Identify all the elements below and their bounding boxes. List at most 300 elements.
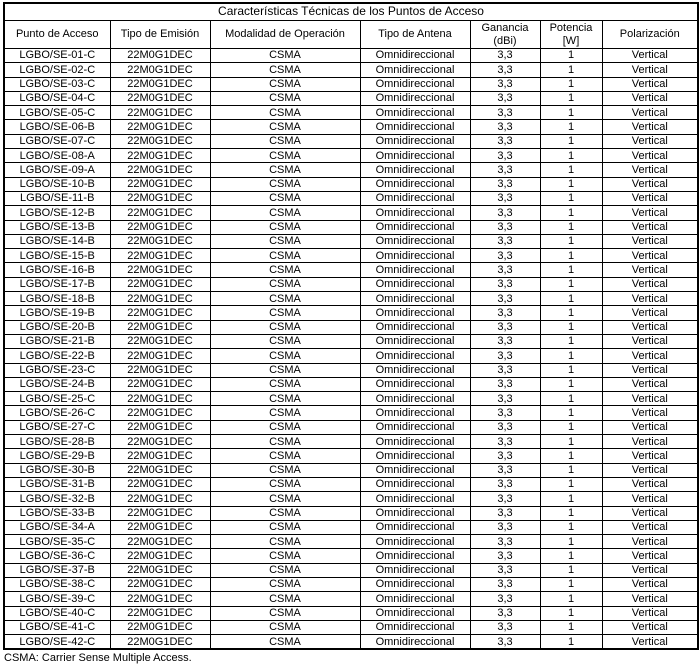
cell-modalidad-de-operacion: CSMA — [210, 577, 360, 591]
cell-tipo-de-emision: 22M0G1DEC — [110, 420, 210, 434]
table-body — [4, 49, 698, 650]
cell-polarizacion: Vertical — [602, 420, 698, 434]
cell-modalidad-de-operacion: CSMA — [210, 249, 360, 263]
cell-punto-de-acceso: LGBO/SE-20-B — [4, 320, 110, 334]
table-row — [4, 463, 698, 477]
table-row — [4, 563, 698, 577]
cell-tipo-de-antena: Omnidireccional — [360, 63, 470, 77]
cell-tipo-de-emision: 22M0G1DEC — [110, 220, 210, 234]
cell-punto-de-acceso: LGBO/SE-15-B — [4, 249, 110, 263]
cell-potencia-w: 1 — [540, 420, 602, 434]
cell-modalidad-de-operacion: CSMA — [210, 620, 360, 634]
cell-potencia-w: 1 — [540, 63, 602, 77]
cell-potencia-w: 1 — [540, 106, 602, 120]
cell-potencia-w: 1 — [540, 406, 602, 420]
cell-tipo-de-antena: Omnidireccional — [360, 191, 470, 205]
cell-potencia-w: 1 — [540, 134, 602, 148]
cell-polarizacion: Vertical — [602, 163, 698, 177]
cell-tipo-de-emision: 22M0G1DEC — [110, 206, 210, 220]
cell-ganancia-dbi: 3,3 — [470, 549, 540, 563]
cell-tipo-de-antena: Omnidireccional — [360, 492, 470, 506]
cell-tipo-de-antena: Omnidireccional — [360, 520, 470, 534]
cell-ganancia-dbi: 3,3 — [470, 49, 540, 63]
cell-tipo-de-emision: 22M0G1DEC — [110, 492, 210, 506]
cell-tipo-de-emision: 22M0G1DEC — [110, 63, 210, 77]
cell-tipo-de-emision: 22M0G1DEC — [110, 334, 210, 348]
cell-potencia-w: 1 — [540, 191, 602, 205]
table-row — [4, 377, 698, 391]
cell-tipo-de-emision: 22M0G1DEC — [110, 263, 210, 277]
cell-tipo-de-antena: Omnidireccional — [360, 249, 470, 263]
cell-punto-de-acceso: LGBO/SE-21-B — [4, 334, 110, 348]
cell-modalidad-de-operacion: CSMA — [210, 149, 360, 163]
cell-modalidad-de-operacion: CSMA — [210, 535, 360, 549]
cell-ganancia-dbi: 3,3 — [470, 635, 540, 650]
table-row — [4, 249, 698, 263]
table-row — [4, 577, 698, 591]
table-row — [4, 492, 698, 506]
cell-tipo-de-antena: Omnidireccional — [360, 91, 470, 105]
cell-punto-de-acceso: LGBO/SE-41-C — [4, 620, 110, 634]
cell-ganancia-dbi: 3,3 — [470, 592, 540, 606]
cell-modalidad-de-operacion: CSMA — [210, 77, 360, 91]
cell-punto-de-acceso: LGBO/SE-28-B — [4, 435, 110, 449]
cell-punto-de-acceso: LGBO/SE-03-C — [4, 77, 110, 91]
cell-tipo-de-emision: 22M0G1DEC — [110, 292, 210, 306]
cell-modalidad-de-operacion: CSMA — [210, 349, 360, 363]
document-page — [3, 2, 697, 664]
cell-potencia-w: 1 — [540, 120, 602, 134]
cell-punto-de-acceso: LGBO/SE-40-C — [4, 606, 110, 620]
cell-punto-de-acceso: LGBO/SE-35-C — [4, 535, 110, 549]
cell-polarizacion: Vertical — [602, 306, 698, 320]
cell-tipo-de-antena: Omnidireccional — [360, 163, 470, 177]
table-row — [4, 49, 698, 63]
cell-polarizacion: Vertical — [602, 120, 698, 134]
table-title: Características Técnicas de los Puntos de Acceso — [4, 3, 698, 21]
cell-polarizacion: Vertical — [602, 349, 698, 363]
cell-punto-de-acceso: LGBO/SE-07-C — [4, 134, 110, 148]
table-row — [4, 91, 698, 105]
table-row — [4, 149, 698, 163]
table-row — [4, 520, 698, 534]
cell-potencia-w: 1 — [540, 606, 602, 620]
cell-ganancia-dbi: 3,3 — [470, 191, 540, 205]
column-header-tipo-de-emision: Tipo de Emisión — [110, 21, 210, 49]
table-row — [4, 277, 698, 291]
cell-polarizacion: Vertical — [602, 477, 698, 491]
cell-modalidad-de-operacion: CSMA — [210, 320, 360, 334]
cell-potencia-w: 1 — [540, 535, 602, 549]
table-row — [4, 606, 698, 620]
cell-ganancia-dbi: 3,3 — [470, 63, 540, 77]
cell-polarizacion: Vertical — [602, 106, 698, 120]
cell-potencia-w: 1 — [540, 592, 602, 606]
cell-modalidad-de-operacion: CSMA — [210, 263, 360, 277]
cell-ganancia-dbi: 3,3 — [470, 577, 540, 591]
cell-modalidad-de-operacion: CSMA — [210, 363, 360, 377]
cell-punto-de-acceso: LGBO/SE-06-B — [4, 120, 110, 134]
table-row — [4, 435, 698, 449]
table-row — [4, 392, 698, 406]
cell-tipo-de-antena: Omnidireccional — [360, 220, 470, 234]
cell-punto-de-acceso: LGBO/SE-27-C — [4, 420, 110, 434]
cell-ganancia-dbi: 3,3 — [470, 535, 540, 549]
cell-modalidad-de-operacion: CSMA — [210, 377, 360, 391]
cell-tipo-de-antena: Omnidireccional — [360, 635, 470, 650]
cell-potencia-w: 1 — [540, 463, 602, 477]
cell-potencia-w: 1 — [540, 506, 602, 520]
cell-polarizacion: Vertical — [602, 520, 698, 534]
cell-ganancia-dbi: 3,3 — [470, 377, 540, 391]
cell-tipo-de-antena: Omnidireccional — [360, 377, 470, 391]
cell-potencia-w: 1 — [540, 177, 602, 191]
cell-modalidad-de-operacion: CSMA — [210, 163, 360, 177]
cell-tipo-de-antena: Omnidireccional — [360, 449, 470, 463]
cell-punto-de-acceso: LGBO/SE-10-B — [4, 177, 110, 191]
cell-polarizacion: Vertical — [602, 263, 698, 277]
cell-potencia-w: 1 — [540, 435, 602, 449]
cell-tipo-de-antena: Omnidireccional — [360, 120, 470, 134]
cell-punto-de-acceso: LGBO/SE-01-C — [4, 49, 110, 63]
cell-modalidad-de-operacion: CSMA — [210, 63, 360, 77]
cell-potencia-w: 1 — [540, 320, 602, 334]
cell-polarizacion: Vertical — [602, 606, 698, 620]
cell-polarizacion: Vertical — [602, 77, 698, 91]
cell-ganancia-dbi: 3,3 — [470, 91, 540, 105]
table-row — [4, 234, 698, 248]
cell-tipo-de-emision: 22M0G1DEC — [110, 449, 210, 463]
cell-tipo-de-antena: Omnidireccional — [360, 535, 470, 549]
cell-modalidad-de-operacion: CSMA — [210, 120, 360, 134]
cell-tipo-de-emision: 22M0G1DEC — [110, 377, 210, 391]
cell-ganancia-dbi: 3,3 — [470, 292, 540, 306]
cell-punto-de-acceso: LGBO/SE-36-C — [4, 549, 110, 563]
cell-ganancia-dbi: 3,3 — [470, 134, 540, 148]
cell-potencia-w: 1 — [540, 77, 602, 91]
cell-tipo-de-antena: Omnidireccional — [360, 334, 470, 348]
cell-punto-de-acceso: LGBO/SE-30-B — [4, 463, 110, 477]
cell-polarizacion: Vertical — [602, 592, 698, 606]
cell-tipo-de-emision: 22M0G1DEC — [110, 520, 210, 534]
cell-punto-de-acceso: LGBO/SE-14-B — [4, 234, 110, 248]
cell-tipo-de-antena: Omnidireccional — [360, 549, 470, 563]
title-row — [4, 3, 698, 21]
cell-ganancia-dbi: 3,3 — [470, 220, 540, 234]
cell-potencia-w: 1 — [540, 549, 602, 563]
cell-potencia-w: 1 — [540, 492, 602, 506]
cell-potencia-w: 1 — [540, 49, 602, 63]
cell-tipo-de-antena: Omnidireccional — [360, 606, 470, 620]
cell-modalidad-de-operacion: CSMA — [210, 506, 360, 520]
cell-tipo-de-emision: 22M0G1DEC — [110, 49, 210, 63]
cell-polarizacion: Vertical — [602, 334, 698, 348]
cell-ganancia-dbi: 3,3 — [470, 620, 540, 634]
cell-punto-de-acceso: LGBO/SE-02-C — [4, 63, 110, 77]
cell-punto-de-acceso: LGBO/SE-12-B — [4, 206, 110, 220]
cell-potencia-w: 1 — [540, 392, 602, 406]
cell-polarizacion: Vertical — [602, 363, 698, 377]
table-row — [4, 334, 698, 348]
cell-potencia-w: 1 — [540, 163, 602, 177]
cell-tipo-de-antena: Omnidireccional — [360, 620, 470, 634]
table-row — [4, 620, 698, 634]
cell-polarizacion: Vertical — [602, 177, 698, 191]
cell-polarizacion: Vertical — [602, 492, 698, 506]
cell-polarizacion: Vertical — [602, 549, 698, 563]
footnote: CSMA: Carrier Sense Multiple Access. — [4, 652, 192, 665]
cell-punto-de-acceso: LGBO/SE-26-C — [4, 406, 110, 420]
cell-tipo-de-emision: 22M0G1DEC — [110, 535, 210, 549]
cell-ganancia-dbi: 3,3 — [470, 606, 540, 620]
cell-tipo-de-emision: 22M0G1DEC — [110, 592, 210, 606]
cell-punto-de-acceso: LGBO/SE-34-A — [4, 520, 110, 534]
table-row — [4, 134, 698, 148]
cell-ganancia-dbi: 3,3 — [470, 334, 540, 348]
cell-tipo-de-antena: Omnidireccional — [360, 206, 470, 220]
cell-potencia-w: 1 — [540, 234, 602, 248]
cell-tipo-de-emision: 22M0G1DEC — [110, 620, 210, 634]
cell-tipo-de-antena: Omnidireccional — [360, 477, 470, 491]
cell-tipo-de-emision: 22M0G1DEC — [110, 506, 210, 520]
cell-potencia-w: 1 — [540, 377, 602, 391]
cell-punto-de-acceso: LGBO/SE-11-B — [4, 191, 110, 205]
access-points-table — [3, 2, 699, 650]
cell-tipo-de-emision: 22M0G1DEC — [110, 77, 210, 91]
cell-ganancia-dbi: 3,3 — [470, 392, 540, 406]
cell-ganancia-dbi: 3,3 — [470, 77, 540, 91]
cell-polarizacion: Vertical — [602, 377, 698, 391]
cell-potencia-w: 1 — [540, 277, 602, 291]
cell-potencia-w: 1 — [540, 449, 602, 463]
cell-tipo-de-emision: 22M0G1DEC — [110, 349, 210, 363]
cell-modalidad-de-operacion: CSMA — [210, 206, 360, 220]
cell-tipo-de-antena: Omnidireccional — [360, 506, 470, 520]
cell-modalidad-de-operacion: CSMA — [210, 392, 360, 406]
cell-polarizacion: Vertical — [602, 206, 698, 220]
cell-punto-de-acceso: LGBO/SE-08-A — [4, 149, 110, 163]
cell-tipo-de-emision: 22M0G1DEC — [110, 234, 210, 248]
cell-ganancia-dbi: 3,3 — [470, 120, 540, 134]
cell-modalidad-de-operacion: CSMA — [210, 106, 360, 120]
cell-modalidad-de-operacion: CSMA — [210, 406, 360, 420]
cell-tipo-de-antena: Omnidireccional — [360, 106, 470, 120]
cell-ganancia-dbi: 3,3 — [470, 206, 540, 220]
cell-punto-de-acceso: LGBO/SE-32-B — [4, 492, 110, 506]
cell-tipo-de-emision: 22M0G1DEC — [110, 134, 210, 148]
table-row — [4, 406, 698, 420]
cell-ganancia-dbi: 3,3 — [470, 234, 540, 248]
cell-tipo-de-antena: Omnidireccional — [360, 592, 470, 606]
cell-punto-de-acceso: LGBO/SE-42-C — [4, 635, 110, 650]
cell-modalidad-de-operacion: CSMA — [210, 91, 360, 105]
cell-polarizacion: Vertical — [602, 563, 698, 577]
cell-punto-de-acceso: LGBO/SE-19-B — [4, 306, 110, 320]
cell-polarizacion: Vertical — [602, 577, 698, 591]
cell-ganancia-dbi: 3,3 — [470, 320, 540, 334]
cell-tipo-de-antena: Omnidireccional — [360, 349, 470, 363]
cell-potencia-w: 1 — [540, 349, 602, 363]
cell-modalidad-de-operacion: CSMA — [210, 520, 360, 534]
cell-tipo-de-antena: Omnidireccional — [360, 49, 470, 63]
cell-polarizacion: Vertical — [602, 149, 698, 163]
cell-tipo-de-emision: 22M0G1DEC — [110, 563, 210, 577]
table-row — [4, 535, 698, 549]
cell-tipo-de-emision: 22M0G1DEC — [110, 406, 210, 420]
cell-tipo-de-emision: 22M0G1DEC — [110, 277, 210, 291]
cell-modalidad-de-operacion: CSMA — [210, 606, 360, 620]
cell-polarizacion: Vertical — [602, 249, 698, 263]
cell-tipo-de-antena: Omnidireccional — [360, 577, 470, 591]
table-row — [4, 477, 698, 491]
cell-punto-de-acceso: LGBO/SE-39-C — [4, 592, 110, 606]
cell-potencia-w: 1 — [540, 149, 602, 163]
cell-polarizacion: Vertical — [602, 277, 698, 291]
table-row — [4, 263, 698, 277]
table-row — [4, 206, 698, 220]
cell-punto-de-acceso: LGBO/SE-37-B — [4, 563, 110, 577]
cell-tipo-de-emision: 22M0G1DEC — [110, 435, 210, 449]
cell-potencia-w: 1 — [540, 306, 602, 320]
cell-polarizacion: Vertical — [602, 506, 698, 520]
cell-modalidad-de-operacion: CSMA — [210, 220, 360, 234]
cell-tipo-de-antena: Omnidireccional — [360, 277, 470, 291]
cell-potencia-w: 1 — [540, 91, 602, 105]
table-row — [4, 592, 698, 606]
cell-punto-de-acceso: LGBO/SE-17-B — [4, 277, 110, 291]
cell-polarizacion: Vertical — [602, 406, 698, 420]
cell-potencia-w: 1 — [540, 220, 602, 234]
cell-tipo-de-emision: 22M0G1DEC — [110, 149, 210, 163]
cell-polarizacion: Vertical — [602, 91, 698, 105]
cell-ganancia-dbi: 3,3 — [470, 306, 540, 320]
cell-tipo-de-antena: Omnidireccional — [360, 263, 470, 277]
cell-modalidad-de-operacion: CSMA — [210, 49, 360, 63]
cell-tipo-de-emision: 22M0G1DEC — [110, 635, 210, 650]
cell-punto-de-acceso: LGBO/SE-29-B — [4, 449, 110, 463]
cell-polarizacion: Vertical — [602, 535, 698, 549]
cell-modalidad-de-operacion: CSMA — [210, 306, 360, 320]
cell-tipo-de-antena: Omnidireccional — [360, 177, 470, 191]
column-header-modalidad-de-operacion: Modalidad de Operación — [210, 21, 360, 49]
cell-polarizacion: Vertical — [602, 49, 698, 63]
cell-tipo-de-antena: Omnidireccional — [360, 420, 470, 434]
cell-modalidad-de-operacion: CSMA — [210, 292, 360, 306]
cell-modalidad-de-operacion: CSMA — [210, 134, 360, 148]
cell-modalidad-de-operacion: CSMA — [210, 177, 360, 191]
cell-punto-de-acceso: LGBO/SE-23-C — [4, 363, 110, 377]
cell-tipo-de-emision: 22M0G1DEC — [110, 120, 210, 134]
cell-polarizacion: Vertical — [602, 234, 698, 248]
cell-modalidad-de-operacion: CSMA — [210, 477, 360, 491]
table-row — [4, 449, 698, 463]
cell-ganancia-dbi: 3,3 — [470, 163, 540, 177]
cell-punto-de-acceso: LGBO/SE-25-C — [4, 392, 110, 406]
cell-polarizacion: Vertical — [602, 220, 698, 234]
cell-ganancia-dbi: 3,3 — [470, 106, 540, 120]
cell-modalidad-de-operacion: CSMA — [210, 492, 360, 506]
column-header-polarizacion: Polarización — [602, 21, 698, 49]
table-row — [4, 506, 698, 520]
cell-punto-de-acceso: LGBO/SE-38-C — [4, 577, 110, 591]
column-header-ganancia-dbi: Ganancia (dBi) — [470, 21, 540, 49]
cell-modalidad-de-operacion: CSMA — [210, 592, 360, 606]
cell-tipo-de-antena: Omnidireccional — [360, 306, 470, 320]
cell-tipo-de-emision: 22M0G1DEC — [110, 106, 210, 120]
cell-tipo-de-emision: 22M0G1DEC — [110, 606, 210, 620]
table-row — [4, 106, 698, 120]
cell-ganancia-dbi: 3,3 — [470, 149, 540, 163]
cell-modalidad-de-operacion: CSMA — [210, 191, 360, 205]
cell-modalidad-de-operacion: CSMA — [210, 277, 360, 291]
cell-ganancia-dbi: 3,3 — [470, 435, 540, 449]
cell-tipo-de-antena: Omnidireccional — [360, 463, 470, 477]
cell-modalidad-de-operacion: CSMA — [210, 563, 360, 577]
cell-tipo-de-antena: Omnidireccional — [360, 77, 470, 91]
cell-modalidad-de-operacion: CSMA — [210, 449, 360, 463]
cell-ganancia-dbi: 3,3 — [470, 263, 540, 277]
cell-potencia-w: 1 — [540, 620, 602, 634]
table-row — [4, 363, 698, 377]
cell-tipo-de-antena: Omnidireccional — [360, 363, 470, 377]
cell-polarizacion: Vertical — [602, 449, 698, 463]
cell-polarizacion: Vertical — [602, 463, 698, 477]
cell-punto-de-acceso: LGBO/SE-04-C — [4, 91, 110, 105]
table-row — [4, 306, 698, 320]
cell-tipo-de-emision: 22M0G1DEC — [110, 249, 210, 263]
cell-ganancia-dbi: 3,3 — [470, 563, 540, 577]
cell-tipo-de-antena: Omnidireccional — [360, 234, 470, 248]
cell-tipo-de-emision: 22M0G1DEC — [110, 177, 210, 191]
cell-ganancia-dbi: 3,3 — [470, 249, 540, 263]
cell-potencia-w: 1 — [540, 563, 602, 577]
cell-ganancia-dbi: 3,3 — [470, 277, 540, 291]
cell-ganancia-dbi: 3,3 — [470, 349, 540, 363]
cell-punto-de-acceso: LGBO/SE-13-B — [4, 220, 110, 234]
cell-tipo-de-emision: 22M0G1DEC — [110, 191, 210, 205]
column-header-punto-de-acceso: Punto de Acceso — [4, 21, 110, 49]
cell-modalidad-de-operacion: CSMA — [210, 549, 360, 563]
cell-ganancia-dbi: 3,3 — [470, 420, 540, 434]
table-row — [4, 63, 698, 77]
cell-polarizacion: Vertical — [602, 320, 698, 334]
cell-tipo-de-antena: Omnidireccional — [360, 292, 470, 306]
cell-ganancia-dbi: 3,3 — [470, 449, 540, 463]
cell-potencia-w: 1 — [540, 292, 602, 306]
table-row — [4, 549, 698, 563]
cell-potencia-w: 1 — [540, 635, 602, 650]
cell-potencia-w: 1 — [540, 249, 602, 263]
table-row — [4, 177, 698, 191]
cell-punto-de-acceso: LGBO/SE-16-B — [4, 263, 110, 277]
cell-modalidad-de-operacion: CSMA — [210, 420, 360, 434]
cell-tipo-de-emision: 22M0G1DEC — [110, 363, 210, 377]
cell-punto-de-acceso: LGBO/SE-33-B — [4, 506, 110, 520]
table-row — [4, 77, 698, 91]
table-row — [4, 191, 698, 205]
cell-polarizacion: Vertical — [602, 620, 698, 634]
cell-tipo-de-antena: Omnidireccional — [360, 320, 470, 334]
cell-punto-de-acceso: LGBO/SE-09-A — [4, 163, 110, 177]
cell-ganancia-dbi: 3,3 — [470, 363, 540, 377]
table-row — [4, 635, 698, 650]
cell-tipo-de-emision: 22M0G1DEC — [110, 91, 210, 105]
cell-punto-de-acceso: LGBO/SE-05-C — [4, 106, 110, 120]
cell-potencia-w: 1 — [540, 520, 602, 534]
cell-tipo-de-emision: 22M0G1DEC — [110, 477, 210, 491]
cell-polarizacion: Vertical — [602, 134, 698, 148]
table-row — [4, 292, 698, 306]
